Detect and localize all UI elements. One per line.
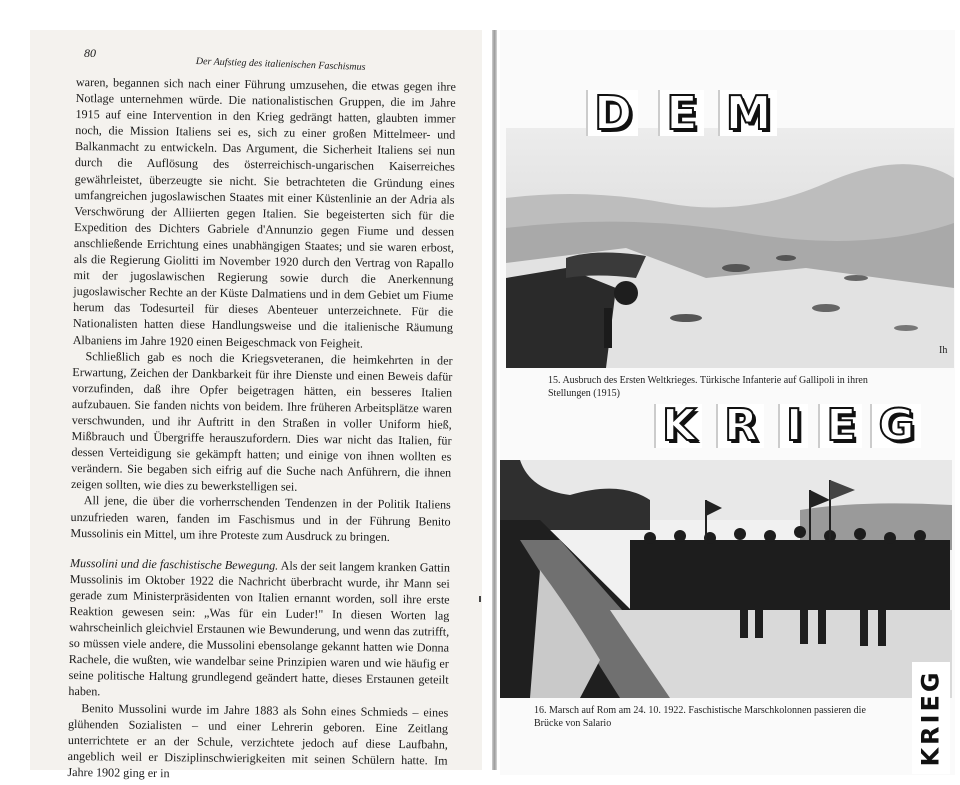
section-title: Mussolini und die faschistische Bewegung. [69,555,279,573]
photo-gallipoli [506,128,954,368]
paragraph: waren, begannen sich nach einer Führung umzusehen, die etwas gegen ihre Notlage unternehmen würde. Die nationalistischen Gruppen, die im Jahre 1915 auf eine Intervention in den Krieg gedrängt hatten, glaubten immer noch, die Mission Italiens sei es, sich zu einer großen Mittelmeer- und Balkanmacht zu entwickeln. Das Argument, die Sicherheit Italiens sei nun durch die Auflösung des österreichisch-ungarischen Kaiserreiches gewährleistet, überzeugte sie nicht. Sie betrachteten die Gründung eines umfangreichen jugoslawischen Staates mit einer Küstenlinie an der Adria als Verschwörung der Alliierten gegen Italien. Sie begeisterten sich für die Expedition des Dichters Gabriele d'Annunzio gegen Fiume und dessen anschließende Errichtung eines unabhängigen Staates; und sie waren erbost, als die Regierung Giolitti im November 1920 durch den Vertrag von Rapallo mit der jugoslawischen Regierung sowie durch die Anerkennung jugoslawischer Rechte an der Küste Dalmatiens und in dem Gebiet um Fiume herum das Todesurteil für dieses Abenteuer unterzeichnete. Für die Nationalisten hatten diese Handlungsweise und die italienische Räumung Albaniens im Jahre 1920 einen Beigeschmack von Feigheit. [72,74,456,351]
scan-mark [479,596,481,602]
collage-letter: E [818,404,862,448]
book-spine [492,30,497,770]
photo-march-image [500,460,952,698]
paragraph: Schließlich gab es noch die Kriegsveteranen, die heimkehrten in der Erwartung, Zeichen der Dankbarkeit für ihre Dienste und einen Beweis dafür vorzufinden, daß ihre Opfer beigetragen hätten, ein besseres Italien aufzubauen. Sie fanden nichts von beidem. Ihre früheren Arbeitsplätze waren verschwunden, und ihr Auftritt in den Straßen in voller Uniform hieß, Mißbrauch und Übergriffe herauszufordern. Dies war nicht das Italien, für dessen Verteidigung sie gekämpft hatten; und einige von ihnen wollten es verändern. Sie begaben sich eifrig auf die Suche nach Anführern, die ihnen zeigen sollten, wie dies zu bewerkstelligen sei. [70,348,453,495]
collage-krieg-vertical [912,662,950,774]
paragraph: Benito Mussolini wurde im Jahre 1883 als Sohn eines Schmieds – eines glühenden Sozialisten – und einer Lehrerin geboren. Eine Zeitlang unterrichtete er an der Schule, verzichtete jedoch auf diese Laufbahn, angeblich weil er Disziplinschwierigkeiten mit seinen Schülern hatte. Im Jahre 1902 ging er in [67,700,449,781]
collage-letter: M [718,90,778,136]
running-head: Der Aufstieg des italienischen Faschismus [195,56,366,73]
photo-gallipoli-image [506,128,954,368]
collage-letter: K [654,404,702,448]
paragraph: All jene, die über die vorherrschenden Tendenzen in der Politik Italiens unzufrieden waren, fanden im Faschismus und in der Führung Benito Mussolinis ein Mittel, um ihre Proteste zum Ausdruck zu bringen. [70,493,451,544]
collage-letter: R [716,404,764,448]
collage-letter: E [658,90,703,136]
collage-letter: D [586,90,638,136]
body-text [67,74,456,785]
section-text: Als der seit langem kranken Gattin Mussolinis im Oktober 1922 die Nachricht überbracht wurde, ihr Mann sei gerade zum Ministerpräsidenten von Italien ernannt worden, soll ihre erste Reaktion gewesen sein: „Was für ein Luder!" In diesen Worten lag wahrscheinlich gleichviel Erstaunen wie Bewunderung, und wenn das zutrifft, so müssen viele andere, die Mussolini ebensolange gekannt hatten wie Donna Rachele, die wußten, wie wandelbar seine Prinzipien waren und wie häufig er seine politische Haltung grundlegend geändert hatte, dieses Erstaunen geteilt haben. [68,558,451,699]
collage-letter: G [870,404,920,448]
caption-photo-15: 15. Ausbruch des Ersten Weltkrieges. Türkische Infanterie auf Gallipoli in ihren Stellungen (1915) [548,375,868,399]
collage-side-text: KRIEG [917,669,946,767]
section-paragraph [68,555,450,704]
collage-dem [586,86,777,140]
photo-march-on-rome [500,460,952,698]
caption-photo-16: 16. Marsch auf Rom am 24. 10. 1922. Faschistische Marschkolonnen passieren die Brücke von Salario [534,705,866,729]
collage-krieg [654,400,921,451]
collage-letter: I [778,404,808,448]
photo-mark: Ih [939,345,948,356]
page-number: 80 [84,46,96,60]
